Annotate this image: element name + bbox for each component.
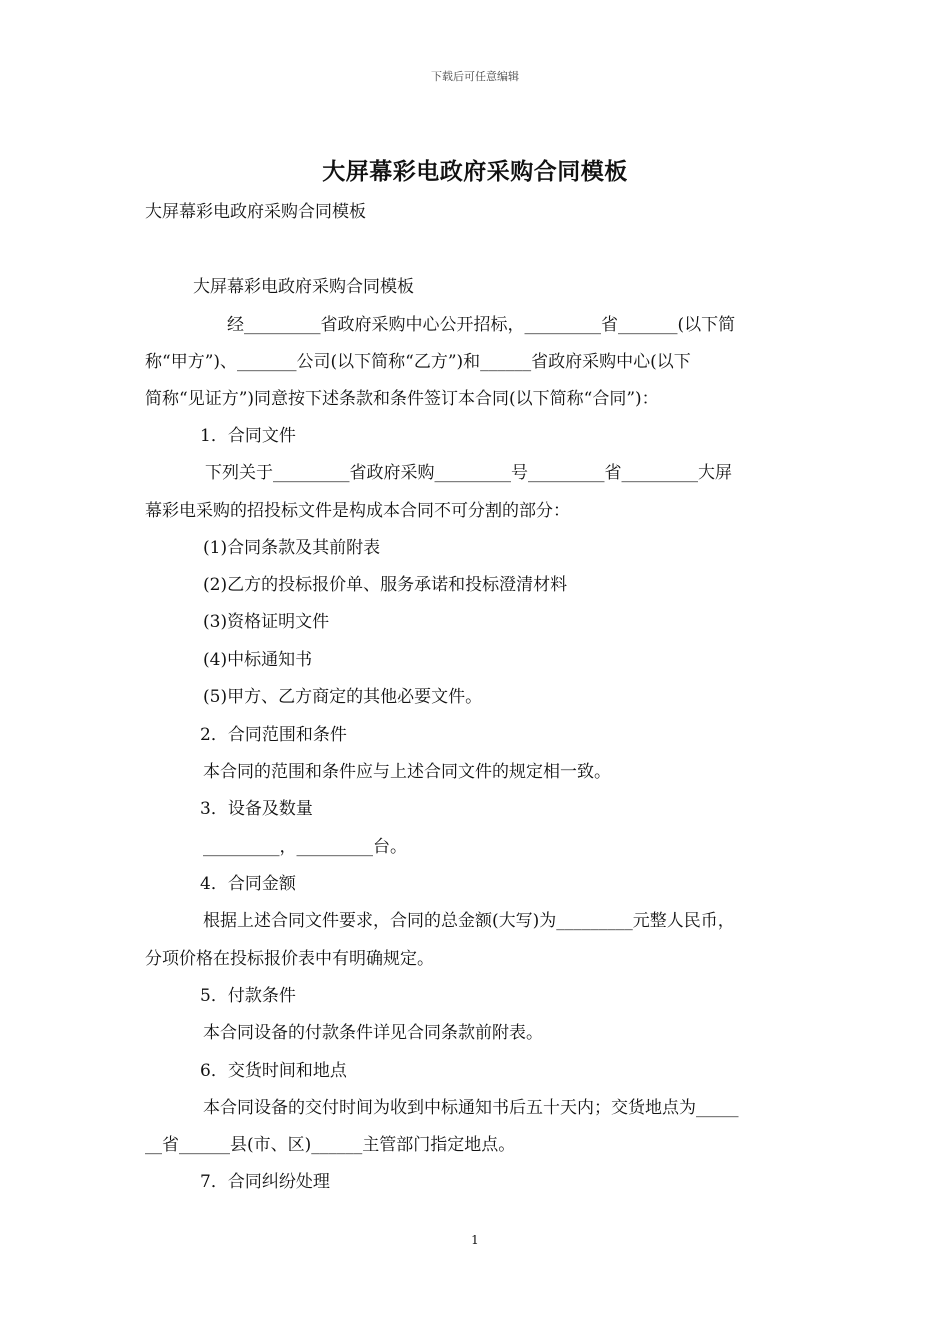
document-title: 大屏幕彩电政府采购合同模板 bbox=[322, 158, 628, 185]
section-1-item: (1)合同条款及其前附表 bbox=[203, 538, 381, 558]
section-2-text: 本合同的范围和条件应与上述合同文件的规定相一致。 bbox=[203, 762, 611, 782]
section-3-text: _________，_________台。 bbox=[203, 837, 407, 857]
section-1-item: (2)乙方的投标报价单、服务承诺和投标澄清材料 bbox=[203, 575, 568, 595]
section-1-line-1: 下列关于_________省政府采购_________号_________省_________大屏 bbox=[205, 463, 732, 483]
section-1-item: (3)资格证明文件 bbox=[203, 612, 330, 632]
section-1-item: (5)甲方、乙方商定的其他必要文件。 bbox=[203, 687, 483, 707]
header-note: 下载后可任意编辑 bbox=[431, 70, 519, 83]
section-4-heading: 4．合同金额 bbox=[200, 874, 296, 894]
inner-title: 大屏幕彩电政府采购合同模板 bbox=[193, 277, 414, 297]
intro-line-3: 简称“见证方”)同意按下述条款和条件签订本合同(以下简称“合同”)： bbox=[145, 389, 659, 409]
page-number: 1 bbox=[471, 1233, 479, 1247]
section-6-line-1: 本合同设备的交付时间为收到中标通知书后五十天内；交货地点为_____ bbox=[203, 1098, 739, 1118]
intro-line-1: 经_________省政府采购中心公开招标，_________省_______(以下简 bbox=[227, 315, 736, 335]
section-6-heading: 6．交货时间和地点 bbox=[200, 1061, 347, 1081]
section-1-line-2: 幕彩电采购的招投标文件是构成本合同不可分割的部分： bbox=[145, 501, 570, 521]
section-4-line-2: 分项价格在投标报价表中有明确规定。 bbox=[145, 949, 434, 969]
intro-line-2: 称“甲方”)、_______公司(以下简称“乙方”)和______省政府采购中心(以下 bbox=[145, 352, 691, 372]
section-2-heading: 2．合同范围和条件 bbox=[200, 725, 347, 745]
section-5-text: 本合同设备的付款条件详见合同条款前附表。 bbox=[203, 1023, 543, 1043]
section-1-heading: 1．合同文件 bbox=[200, 426, 296, 446]
section-4-line-1: 根据上述合同文件要求，合同的总金额(大写)为_________元整人民币， bbox=[203, 911, 735, 931]
document-subtitle: 大屏幕彩电政府采购合同模板 bbox=[145, 202, 366, 222]
section-7-heading: 7．合同纠纷处理 bbox=[200, 1172, 330, 1192]
section-5-heading: 5．付款条件 bbox=[200, 986, 296, 1006]
section-1-item: (4)中标通知书 bbox=[203, 650, 313, 670]
section-6-line-2: __省______县(市、区)______主管部门指定地点。 bbox=[145, 1135, 516, 1155]
section-3-heading: 3．设备及数量 bbox=[200, 799, 313, 819]
